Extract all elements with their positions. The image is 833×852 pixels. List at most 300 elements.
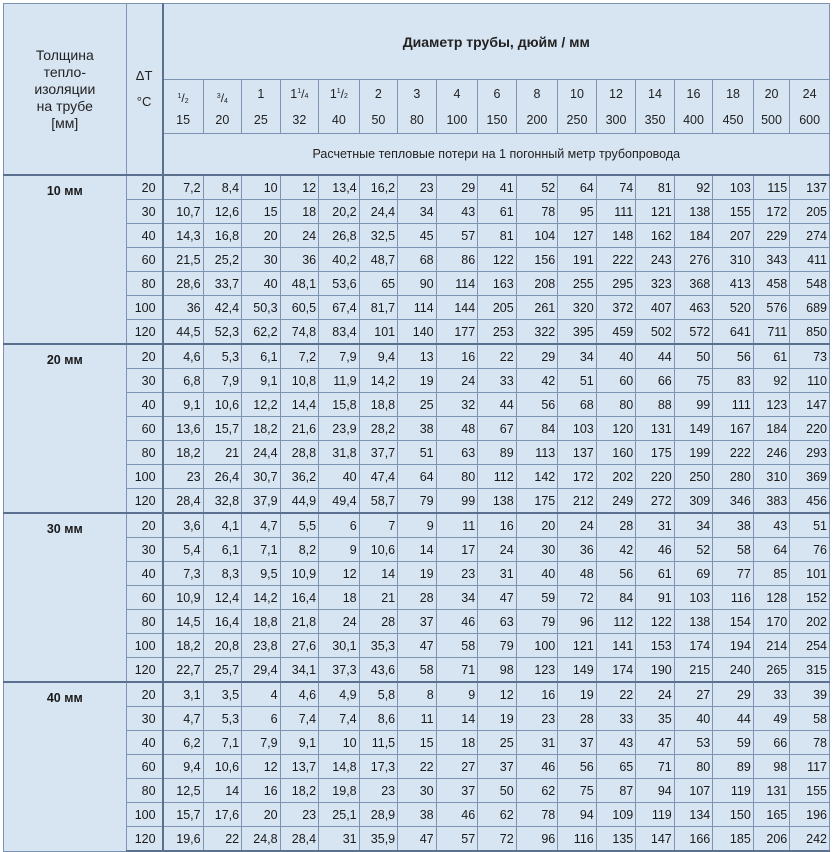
heat-loss-value: 194 (713, 634, 754, 658)
heat-loss-value: 23 (516, 707, 558, 731)
heat-loss-value: 138 (478, 489, 517, 514)
heat-loss-value: 222 (596, 248, 636, 272)
heat-loss-value: 165 (753, 803, 789, 827)
heat-loss-value: 25,7 (203, 658, 242, 683)
heat-loss-value: 107 (674, 779, 713, 803)
heat-loss-value: 175 (636, 441, 675, 465)
diameter-mm: 250 (566, 112, 588, 127)
heat-loss-value: 31 (478, 562, 517, 586)
heat-loss-value: 295 (596, 272, 636, 296)
diameter-inch (319, 81, 359, 107)
heat-loss-value: 212 (558, 489, 597, 514)
heat-loss-value: 4,6 (280, 682, 319, 707)
delta-t-value: 30 (126, 369, 162, 393)
heat-loss-value: 64 (753, 538, 789, 562)
heat-loss-value: 33,7 (203, 272, 242, 296)
heat-loss-value: 25 (398, 393, 437, 417)
heat-loss-value: 155 (713, 200, 754, 224)
diameter-inch: 3 (413, 86, 421, 101)
table-row (4, 562, 830, 586)
heat-loss-value: 31 (319, 827, 360, 852)
heat-loss-value: 170 (753, 610, 789, 634)
heat-loss-value: 25,1 (319, 803, 360, 827)
heat-loss-value: 10,8 (280, 369, 319, 393)
heat-loss-value: 48 (558, 562, 597, 586)
heat-loss-value: 10,6 (203, 755, 242, 779)
diameter-inch: 12 (609, 86, 623, 101)
heat-loss-value: 33 (478, 369, 517, 393)
heat-loss-value: 103 (674, 586, 713, 610)
heat-loss-value: 48,7 (359, 248, 398, 272)
table-row (4, 731, 830, 755)
heat-loss-value: 35 (636, 707, 675, 731)
heat-loss-value: 5,3 (203, 344, 242, 369)
heat-loss-value: 111 (713, 393, 754, 417)
diameter-header (516, 80, 558, 133)
heat-loss-value: 30,1 (319, 634, 360, 658)
heat-loss-value: 101 (359, 320, 398, 345)
heat-loss-value: 33 (596, 707, 636, 731)
heat-loss-value: 184 (753, 417, 789, 441)
heat-loss-value: 89 (713, 755, 754, 779)
heat-loss-value: 15,8 (319, 393, 360, 417)
heat-loss-value: 71 (436, 658, 478, 683)
heat-loss-value: 9 (319, 538, 360, 562)
heat-loss-value: 40 (596, 344, 636, 369)
table-row (4, 248, 830, 272)
diameter-mm: 80 (409, 112, 424, 127)
heat-loss-value: 99 (436, 489, 478, 514)
table-row (4, 634, 830, 658)
delta-t-value: 20 (126, 344, 162, 369)
heat-loss-value: 61 (478, 200, 517, 224)
diameter-header (242, 80, 281, 133)
heat-loss-value: 343 (753, 248, 789, 272)
heat-loss-value: 37 (398, 610, 437, 634)
heat-loss-value: 79 (398, 489, 437, 514)
heat-loss-value: 85 (753, 562, 789, 586)
heat-loss-value: 29 (436, 175, 478, 200)
heat-loss-value: 19 (398, 562, 437, 586)
diameter-mm: 500 (761, 112, 782, 127)
heat-loss-value: 25 (478, 731, 517, 755)
inch-denominator: 4 (304, 93, 309, 101)
heat-loss-value: 166 (674, 827, 713, 852)
heat-loss-value: 23 (359, 779, 398, 803)
heat-loss-value: 137 (790, 175, 830, 200)
heat-loss-value: 202 (596, 465, 636, 489)
heat-loss-value: 33 (753, 682, 789, 707)
heat-loss-value: 246 (753, 441, 789, 465)
heat-loss-value: 18,2 (163, 634, 204, 658)
heat-loss-value: 28 (558, 707, 597, 731)
heat-loss-value: 28 (596, 513, 636, 538)
heat-loss-value: 293 (790, 441, 830, 465)
heat-loss-value: 28 (398, 586, 437, 610)
delta-t-value: 60 (126, 417, 162, 441)
heat-loss-value: 80 (596, 393, 636, 417)
heat-loss-value: 14,2 (242, 586, 281, 610)
heat-loss-value: 24 (436, 369, 478, 393)
heat-loss-value: 174 (596, 658, 636, 683)
heat-loss-value: 75 (674, 369, 713, 393)
diameter-inch-fraction (290, 81, 308, 107)
heat-loss-value: 110 (790, 369, 830, 393)
heat-loss-value: 34 (558, 344, 597, 369)
heat-loss-value: 120 (596, 417, 636, 441)
heat-loss-value: 8,3 (203, 562, 242, 586)
heat-loss-value: 81 (478, 224, 517, 248)
diameter-mm: 100 (446, 112, 468, 127)
heat-loss-value: 142 (516, 465, 558, 489)
heat-loss-value: 11 (436, 513, 478, 538)
heat-loss-value: 86 (436, 248, 478, 272)
heat-loss-value: 7,2 (280, 344, 319, 369)
heat-loss-value: 12 (478, 682, 517, 707)
diameter-header (359, 80, 398, 133)
heat-loss-value: 63 (478, 610, 517, 634)
heat-loss-value: 310 (753, 465, 789, 489)
heat-loss-value: 88 (636, 393, 675, 417)
heat-loss-value: 67 (478, 417, 517, 441)
heat-loss-value: 274 (790, 224, 830, 248)
heat-loss-value: 185 (713, 827, 754, 852)
heat-loss-value: 50 (674, 344, 713, 369)
heat-loss-value: 87 (596, 779, 636, 803)
table-row (4, 200, 830, 224)
thickness-header-line: Толщина (35, 46, 94, 63)
heat-loss-value: 11,5 (359, 731, 398, 755)
heat-loss-value: 14,5 (163, 610, 204, 634)
heat-loss-value: 320 (558, 296, 597, 320)
heat-loss-value: 24,4 (242, 441, 281, 465)
heat-loss-value: 47 (398, 634, 437, 658)
heat-loss-value: 37 (436, 779, 478, 803)
heat-loss-value: 128 (753, 586, 789, 610)
heat-loss-value: 27,6 (280, 634, 319, 658)
diameter-header (163, 80, 204, 133)
table-row (4, 779, 830, 803)
heat-loss-value: 77 (713, 562, 754, 586)
heat-loss-value: 71 (636, 755, 675, 779)
table-row (4, 441, 830, 465)
heat-loss-value: 689 (790, 296, 830, 320)
heat-loss-value: 58 (790, 707, 830, 731)
heat-loss-value: 31 (516, 731, 558, 755)
heat-loss-value: 156 (516, 248, 558, 272)
heat-loss-value: 34 (436, 586, 478, 610)
heat-loss-value: 34,1 (280, 658, 319, 683)
thickness-header-line: изоляции (34, 80, 96, 97)
heat-loss-value: 7,9 (203, 369, 242, 393)
heat-loss-value: 62,2 (242, 320, 281, 345)
heat-loss-value: 41 (478, 175, 517, 200)
heat-loss-value: 31,8 (319, 441, 360, 465)
delta-t-value: 30 (126, 538, 162, 562)
heat-loss-value: 459 (596, 320, 636, 345)
heat-loss-value: 37 (558, 731, 597, 755)
heat-loss-value: 7,1 (203, 731, 242, 755)
heat-loss-value: 65 (359, 272, 398, 296)
heat-loss-value: 112 (478, 465, 517, 489)
heat-loss-value: 16 (242, 779, 281, 803)
heat-loss-value: 207 (713, 224, 754, 248)
diameter-mm: 600 (799, 112, 821, 127)
heat-loss-value: 39 (790, 682, 830, 707)
heat-loss-value: 9,1 (280, 731, 319, 755)
heat-loss-value: 4,9 (319, 682, 360, 707)
inch-whole: 1 (290, 86, 298, 101)
heat-loss-value: 65 (596, 755, 636, 779)
heat-loss-value: 28 (359, 610, 398, 634)
heat-loss-value: 27 (674, 682, 713, 707)
table-row (4, 175, 830, 200)
heat-loss-value: 7,9 (319, 344, 360, 369)
heat-loss-value: 205 (478, 296, 517, 320)
diameter-inch (164, 81, 203, 107)
heat-loss-value: 9 (436, 682, 478, 707)
heat-loss-value: 16 (436, 344, 478, 369)
heat-loss-value: 20,2 (319, 200, 360, 224)
heat-loss-value: 32,5 (359, 224, 398, 248)
heat-loss-value: 83 (713, 369, 754, 393)
heat-loss-value: 100 (516, 634, 558, 658)
heat-loss-value: 58,7 (359, 489, 398, 514)
heat-loss-value: 15,7 (163, 803, 204, 827)
heat-loss-value: 18 (319, 586, 360, 610)
heat-loss-value: 202 (790, 610, 830, 634)
heat-loss-value: 40 (674, 707, 713, 731)
thickness-header-line: на трубе (36, 97, 93, 114)
delta-t-value: 120 (126, 320, 162, 345)
heat-loss-value: 43 (753, 513, 789, 538)
heat-loss-value: 30 (516, 538, 558, 562)
heat-loss-value: 4 (242, 682, 281, 707)
heat-loss-value: 31 (636, 513, 675, 538)
heat-loss-value: 94 (636, 779, 675, 803)
diameter-inch: 6 (493, 86, 501, 101)
heat-loss-value: 36 (558, 538, 597, 562)
heat-loss-value: 49 (753, 707, 789, 731)
heat-loss-value: 28,4 (280, 827, 319, 852)
heat-loss-value: 144 (436, 296, 478, 320)
diameter-inch-fraction (330, 81, 348, 107)
heat-loss-value: 20,8 (203, 634, 242, 658)
heat-loss-value: 50 (478, 779, 517, 803)
heat-loss-value: 109 (596, 803, 636, 827)
heat-loss-value: 5,8 (359, 682, 398, 707)
heat-loss-value: 26,8 (319, 224, 360, 248)
heat-loss-value: 131 (753, 779, 789, 803)
table-row (4, 707, 830, 731)
heat-loss-value: 21,8 (280, 610, 319, 634)
table-row (4, 586, 830, 610)
heat-loss-value: 222 (713, 441, 754, 465)
delta-t-value: 80 (126, 610, 162, 634)
heat-loss-value: 56 (516, 393, 558, 417)
diameter-header (753, 80, 789, 133)
heat-loss-value: 10 (319, 731, 360, 755)
heat-loss-value: 19,6 (163, 827, 204, 852)
heat-loss-value: 3,6 (163, 513, 204, 538)
delta-t-value: 40 (126, 562, 162, 586)
heat-loss-value: 6,2 (163, 731, 204, 755)
heat-loss-value: 84 (596, 586, 636, 610)
diameter-inch: 16 (686, 86, 701, 101)
heat-loss-value: 10 (242, 175, 281, 200)
heat-loss-value: 249 (596, 489, 636, 514)
heat-loss-value: 7,4 (319, 707, 360, 731)
table-row (4, 465, 830, 489)
heat-loss-value: 46 (436, 803, 478, 827)
heat-loss-value: 63 (436, 441, 478, 465)
heat-loss-value: 69 (674, 562, 713, 586)
heat-loss-value: 90 (398, 272, 437, 296)
table-row (4, 827, 830, 852)
diameter-mm: 40 (331, 112, 346, 127)
heat-loss-value: 38 (398, 803, 437, 827)
diameter-header (478, 80, 517, 133)
heat-loss-value: 61 (636, 562, 675, 586)
heat-loss-value: 44 (636, 344, 675, 369)
heat-loss-value: 47 (636, 731, 675, 755)
heat-loss-value: 19,8 (319, 779, 360, 803)
heat-loss-value: 56 (596, 562, 636, 586)
delta-t-value: 100 (126, 803, 162, 827)
diameter-header (319, 80, 360, 133)
heat-loss-value: 7,4 (280, 707, 319, 731)
heat-loss-value: 310 (713, 248, 754, 272)
heat-loss-value: 8,2 (280, 538, 319, 562)
heat-loss-value: 6 (319, 513, 360, 538)
heat-loss-value: 42,4 (203, 296, 242, 320)
delta-t-header (126, 4, 162, 176)
diameter-mm: 400 (683, 112, 704, 127)
heat-loss-value: 208 (516, 272, 558, 296)
heat-loss-value: 309 (674, 489, 713, 514)
heat-loss-value: 73 (790, 344, 830, 369)
heat-loss-value: 95 (558, 200, 597, 224)
heat-loss-value: 10,9 (280, 562, 319, 586)
heat-loss-value: 6,1 (242, 344, 281, 369)
heat-loss-value: 167 (713, 417, 754, 441)
heat-loss-value: 59 (713, 731, 754, 755)
heat-loss-value: 40 (516, 562, 558, 586)
heat-loss-value: 51 (398, 441, 437, 465)
thickness-header-line: [мм] (51, 114, 79, 131)
delta-t-value: 80 (126, 779, 162, 803)
heat-loss-value: 30,7 (242, 465, 281, 489)
heat-loss-value: 13,7 (280, 755, 319, 779)
heat-loss-value: 572 (674, 320, 713, 345)
heat-loss-value: 103 (558, 417, 597, 441)
heat-loss-value: 96 (558, 610, 597, 634)
heat-loss-value: 220 (636, 465, 675, 489)
fraction-slash: / (220, 91, 225, 106)
heat-loss-value: 20 (516, 513, 558, 538)
heat-loss-value: 96 (516, 827, 558, 852)
heat-loss-value: 7 (359, 513, 398, 538)
heat-loss-value: 16 (516, 682, 558, 707)
heat-loss-value: 175 (516, 489, 558, 514)
heat-loss-value: 35,3 (359, 634, 398, 658)
table-row (4, 272, 830, 296)
diameter-header (636, 80, 675, 133)
diameter-mm: 20 (215, 112, 230, 127)
delta-t-value: 80 (126, 272, 162, 296)
heat-loss-value: 79 (516, 610, 558, 634)
heat-loss-value: 43 (436, 200, 478, 224)
heat-loss-value: 346 (713, 489, 754, 514)
diameter-header (398, 80, 437, 133)
heat-loss-value: 10,9 (163, 586, 204, 610)
heat-loss-value: 115 (753, 175, 789, 200)
heat-loss-value: 9 (398, 513, 437, 538)
heat-loss-value: 47,4 (359, 465, 398, 489)
heat-loss-value: 57 (436, 827, 478, 852)
heat-loss-value: 21,5 (163, 248, 204, 272)
heat-loss-value: 9,4 (163, 755, 204, 779)
heat-loss-value: 131 (636, 417, 675, 441)
heat-loss-value: 30 (398, 779, 437, 803)
table-row (4, 489, 830, 514)
heat-loss-value: 4,7 (163, 707, 204, 731)
header-row-title (4, 4, 830, 80)
heat-loss-value: 3,5 (203, 682, 242, 707)
heat-loss-value: 163 (478, 272, 517, 296)
diameter-mm: 15 (176, 112, 191, 127)
diameter-header (436, 80, 478, 133)
delta-t-value: 120 (126, 489, 162, 514)
heat-loss-value: 172 (558, 465, 597, 489)
heat-loss-value: 322 (516, 320, 558, 345)
heat-loss-value: 68 (398, 248, 437, 272)
heat-loss-value: 16,4 (280, 586, 319, 610)
heat-loss-value: 177 (436, 320, 478, 345)
heat-loss-value: 19 (398, 369, 437, 393)
heat-loss-value: 16 (478, 513, 517, 538)
heat-loss-value: 13 (398, 344, 437, 369)
heat-loss-value: 162 (636, 224, 675, 248)
heat-loss-value: 17 (436, 538, 478, 562)
diameter-title: Диаметр трубы, дюйм / мм (163, 4, 830, 80)
delta-t-value: 20 (126, 175, 162, 200)
heat-loss-value: 369 (790, 465, 830, 489)
heat-loss-value: 29,4 (242, 658, 281, 683)
heat-loss-value: 17,3 (359, 755, 398, 779)
heat-loss-value: 9,5 (242, 562, 281, 586)
heat-loss-value: 23 (398, 175, 437, 200)
heat-loss-value: 114 (398, 296, 437, 320)
heat-loss-value: 272 (636, 489, 675, 514)
heat-loss-value: 103 (713, 175, 754, 200)
insulation-thickness: 10 мм (4, 175, 127, 344)
heat-loss-value: 152 (790, 586, 830, 610)
inch-numerator: 1 (336, 88, 341, 96)
heat-loss-value: 74,8 (280, 320, 319, 345)
heat-loss-value: 119 (713, 779, 754, 803)
heat-loss-value: 411 (790, 248, 830, 272)
heat-loss-value: 104 (516, 224, 558, 248)
heat-loss-value: 220 (790, 417, 830, 441)
heat-loss-value: 46 (436, 610, 478, 634)
heat-loss-value: 38 (713, 513, 754, 538)
heat-loss-value: 383 (753, 489, 789, 514)
table-row (4, 393, 830, 417)
table-row (4, 224, 830, 248)
heat-loss-value: 18 (436, 731, 478, 755)
heat-loss-value: 122 (636, 610, 675, 634)
